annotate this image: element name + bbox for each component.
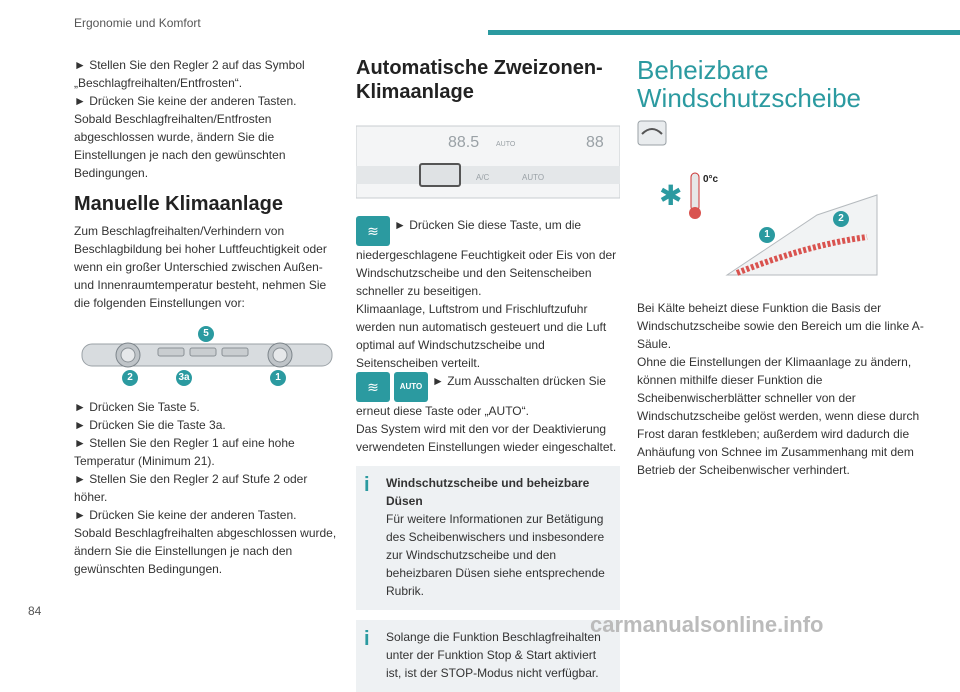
section-title: Manuelle Klimaanlage bbox=[74, 193, 283, 215]
temperature-label: 0°c bbox=[703, 174, 719, 185]
svg-text:✱: ✱ bbox=[659, 180, 683, 211]
body-text: Das System wird mit den vor der Deaktivierung verwendeten Einstellungen wieder eingeschaltet. bbox=[356, 422, 617, 454]
info-title: Windschutzscheibe und beheizbare Düsen bbox=[386, 476, 590, 508]
step-text: ► Drücken Sie Taste 5. bbox=[74, 400, 200, 414]
panel-ac-label: A/C bbox=[476, 173, 490, 182]
callout-1: 1 bbox=[759, 227, 775, 243]
instruction-text: ≋ AUTO ► Zum Ausschalten drücken Sie erneut diese Taste oder „AUTO“. bbox=[356, 374, 606, 418]
step-text: ► Drücken Sie die Taste 3a. bbox=[74, 418, 226, 432]
info-text: Für weitere Informationen zur Betätigung des Scheibenwischers und insbesondere zur Windschutzscheibe und den beheizbaren Düsen siehe entsprechende Rubrik. bbox=[386, 512, 605, 598]
column-left bbox=[74, 56, 342, 578]
section-header: Ergonomie und Komfort bbox=[74, 16, 201, 30]
callout-2: 2 bbox=[833, 211, 849, 227]
step-text: ► Drücken Sie keine der anderen Tasten. bbox=[74, 94, 297, 108]
instruction-text: ≋ ► Drücken Sie diese Taste, um die niedergeschlagene Feuchtigkeit oder Eis von der Windschutzscheibe und den Seitenscheiben schneller zu beseitigen. bbox=[356, 218, 617, 298]
info-box bbox=[356, 466, 620, 610]
callout-3a: 3a bbox=[176, 370, 192, 386]
heated-windscreen-symbol bbox=[637, 120, 937, 151]
step-text: ► Drücken Sie keine der anderen Tasten. bbox=[74, 508, 297, 522]
info-icon: i bbox=[364, 474, 370, 496]
step-text: ► Stellen Sie den Regler 1 auf eine hohe Temperatur (Minimum 21). bbox=[74, 436, 295, 468]
column-right bbox=[637, 56, 937, 479]
step-text: ► Stellen Sie den Regler 2 auf das Symbol „Beschlagfreihalten/Entfrosten“. bbox=[74, 58, 305, 90]
info-box bbox=[356, 620, 620, 692]
section-title: Automatische Zweizonen-Klimaanlage bbox=[356, 57, 603, 103]
panel-display-right: 88 bbox=[586, 134, 604, 151]
section-bar bbox=[488, 30, 960, 35]
section-title: Beheizbare Windschutzscheibe bbox=[637, 55, 861, 113]
page-number: 84 bbox=[28, 604, 42, 618]
windscreen-figure bbox=[637, 165, 937, 285]
body-text: Sobald Beschlagfreihalten abgeschlossen wurde, ändern Sie die Einstellungen je nach den gewünschten Bedingungen. bbox=[74, 526, 337, 576]
body-text: Sobald Beschlagfreihalten/Entfrosten abgeschlossen wurde, ändern Sie die Einstellungen je nach den gewünschten Bedingungen. bbox=[74, 112, 286, 180]
auto-ac-panel-illustration bbox=[356, 116, 620, 204]
watermark: carmanualsonline.info bbox=[590, 612, 824, 637]
info-icon: i bbox=[364, 628, 370, 650]
panel-display-left: 88.5 bbox=[448, 134, 480, 151]
heated-windscreen-icon bbox=[637, 120, 667, 146]
windscreen-demist-icon: ≋ bbox=[356, 372, 390, 402]
callout-1: 1 bbox=[270, 370, 286, 386]
body-text: Klimaanlage, Luftstrom und Frischluftzufuhr werden nun automatisch gesteuert und die Luft optimal auf Windschutzscheibe und Seitenscheiben verteilt. bbox=[356, 302, 607, 370]
body-text: Bei Kälte beheizt diese Funktion die Basis der Windschutzscheibe sowie den Bereich um die linke A-Säule. bbox=[637, 301, 924, 351]
step-text: ► Stellen Sie den Regler 2 auf Stufe 2 oder höher. bbox=[74, 472, 308, 504]
manual-ac-panel-figure bbox=[74, 326, 342, 390]
info-text: Solange die Funktion Beschlagfreihalten unter der Funktion Stop & Start aktiviert ist, ist der STOP-Modus nicht verfügbar. bbox=[386, 630, 601, 680]
callout-5: 5 bbox=[198, 326, 214, 342]
panel-auto-label: AUTO bbox=[522, 173, 545, 182]
column-middle bbox=[356, 56, 620, 692]
callout-2: 2 bbox=[122, 370, 138, 386]
panel-auto-small: AUTO bbox=[496, 141, 516, 148]
auto-ac-panel-figure bbox=[356, 116, 620, 204]
windscreen-demist-icon: ≋ bbox=[356, 216, 390, 246]
body-text: Zum Beschlagfreihalten/Verhindern von Beschlagbildung bei hoher Luftfeuchtigkeit oder wenn ein großer Unterschied zwischen Außen- und Innenraumtemperatur besteht, nehmen Sie die folgenden Einstellungen vor: bbox=[74, 224, 327, 310]
body-text: Ohne die Einstellungen der Klimaanlage zu ändern, können mithilfe dieser Funktion die Scheibenwischerblätter schneller von der Windschutzscheibe gelöst werden, wenn diese durch Frost daran festkleben; außerdem wird dadurch die Anhäufung von Schnee im Zusammenhang mit dem Betrieb der Scheibenwischer verhindert. bbox=[637, 355, 920, 477]
auto-key-icon: AUTO bbox=[394, 372, 428, 402]
windscreen-illustration bbox=[637, 165, 937, 285]
